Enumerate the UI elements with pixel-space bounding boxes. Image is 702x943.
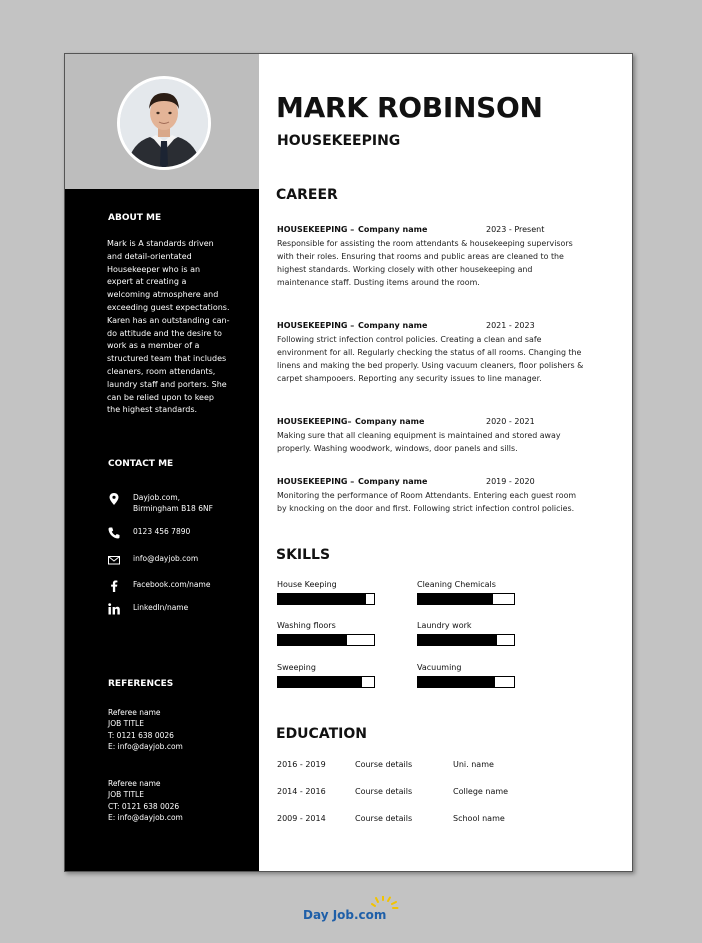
phone-text: 0123 456 7890 [133, 527, 191, 536]
referee-phone: CT: 0121 638 0026 [108, 801, 180, 811]
job-entry [277, 225, 607, 289]
reference-1 [108, 707, 183, 752]
skill-label: Washing floors [277, 621, 336, 630]
job-role: HOUSEKEEPING – [277, 321, 355, 330]
job-line: with their roles. Ensuring that rooms and public areas are cleaned to the [277, 252, 564, 261]
envelope-icon [107, 553, 121, 567]
job-dates: 2023 - Present [486, 225, 545, 234]
skill-item [417, 621, 517, 646]
skill-bar-fill [418, 677, 495, 687]
job-line: Making sure that all cleaning equipment is maintained and stored away [277, 431, 561, 440]
job-company: Company name [358, 477, 428, 486]
skill-label: House Keeping [277, 580, 337, 589]
job-role: HOUSEKEEPING– [277, 417, 352, 426]
job-entry [277, 417, 607, 455]
sun-rays-icon [371, 896, 399, 912]
avatar [117, 76, 211, 170]
job-entry [277, 321, 607, 385]
education-years: 2014 - 2016 [277, 787, 326, 796]
phone-icon [107, 526, 121, 540]
job-description [277, 429, 607, 455]
job-company: Company name [358, 225, 428, 234]
location-pin-icon [107, 492, 121, 506]
facebook-icon [107, 579, 121, 593]
about-line: Mark is A standards driven [107, 239, 214, 248]
job-line: by knocking on the door and first. Following strict infection control policies. [277, 504, 575, 513]
candidate-title: HOUSEKEEPING [277, 133, 401, 149]
address-line-1: Dayjob.com, [133, 493, 181, 502]
facebook-text: Facebook.com/name [133, 580, 211, 589]
skill-bar-fill [278, 677, 362, 687]
skill-label: Cleaning Chemicals [417, 580, 496, 589]
skill-label: Laundry work [417, 621, 472, 630]
job-description [277, 237, 607, 289]
about-line: Housekeeper who is an [107, 264, 201, 274]
main-content [259, 54, 632, 871]
about-line: the highest standards. [107, 405, 198, 415]
referee-title: JOB TITLE [108, 790, 144, 800]
education-years: 2016 - 2019 [277, 760, 326, 769]
about-text [107, 238, 230, 417]
about-line: and detail-orientated [107, 251, 192, 261]
education-school: Uni. name [453, 760, 494, 769]
job-line: linens and making the bed properly. Using vacuum cleaners, floor polishers & [277, 361, 584, 370]
contact-heading: CONTACT ME [108, 459, 174, 469]
job-role: HOUSEKEEPING – [277, 225, 355, 234]
referee-email: E: info@dayjob.com [108, 741, 183, 751]
job-dates: 2019 - 2020 [486, 477, 535, 486]
job-line: Monitoring the performance of Room Attendants. Entering each guest room [277, 491, 577, 500]
skill-item [417, 580, 517, 605]
skill-label: Sweeping [277, 663, 316, 672]
about-line: Karen has an outstanding can- [107, 315, 230, 325]
about-line: do attitude and the desire to [107, 328, 222, 338]
dayjob-logo [303, 908, 386, 922]
job-dates: 2021 - 2023 [486, 321, 535, 330]
photo-band [65, 54, 259, 189]
resume-page [64, 53, 633, 872]
skill-bar-fill [418, 635, 497, 645]
about-line: structured team that includes [107, 354, 227, 364]
reference-2 [108, 778, 183, 823]
email-text: info@dayjob.com [133, 554, 199, 563]
career-heading: CAREER [276, 187, 338, 203]
about-line: cleaners, room attendants, [107, 366, 216, 376]
education-heading: EDUCATION [276, 726, 367, 742]
job-line: carpet shampooers. Reporting any security issues to line manager. [277, 374, 542, 383]
linkedin-icon [107, 602, 121, 616]
skill-item [277, 580, 377, 605]
skill-item [277, 663, 377, 688]
education-course: Course details [355, 814, 413, 823]
portrait-image [120, 79, 208, 167]
job-line: Responsible for assisting the room attendants & housekeeping supervisors [277, 239, 573, 248]
job-dates: 2020 - 2021 [486, 417, 535, 426]
about-line: can be relied upon to keep [107, 392, 214, 402]
skill-item [277, 621, 377, 646]
about-line: expert at creating a [107, 277, 187, 287]
job-line: highest standards. Working closely with other housekeeping and [277, 265, 533, 274]
skills-heading: SKILLS [276, 547, 331, 563]
address-line-2: Birmingham B18 6NF [133, 504, 213, 513]
job-line: Following strict infection control policies. Creating a clean and safe [277, 335, 542, 344]
about-line: exceeding guest expectations. [107, 302, 230, 312]
skill-bar-fill [418, 594, 493, 604]
contact-email [107, 553, 257, 577]
skill-label: Vacuuming [417, 663, 462, 672]
education-course: Course details [355, 760, 413, 769]
referee-phone: T: 0121 638 0026 [108, 730, 174, 740]
skill-bar-fill [278, 594, 366, 604]
contact-phone [107, 526, 257, 550]
contact-facebook [107, 579, 257, 603]
linkedin-text: LinkedIn/name [133, 603, 189, 612]
sidebar [65, 54, 259, 871]
skill-bar [277, 593, 375, 605]
references-heading: REFERENCES [108, 679, 174, 689]
about-line: welcoming atmosphere and [107, 290, 219, 300]
education-row [277, 760, 607, 772]
job-line: maintenance staff. Dusting items around the room. [277, 278, 480, 287]
referee-email: E: info@dayjob.com [108, 812, 183, 822]
job-company: Company name [358, 321, 428, 330]
job-line: properly. Washing woodwork, windows, door panels and sills. [277, 444, 518, 453]
about-heading: ABOUT ME [108, 213, 162, 223]
skill-item [417, 663, 517, 688]
referee-name: Referee name [108, 708, 161, 717]
job-description [277, 333, 607, 385]
skill-bar [417, 676, 515, 688]
job-description [277, 489, 607, 515]
education-course: Course details [355, 787, 413, 796]
education-school: College name [453, 787, 509, 796]
contact-address [107, 492, 257, 516]
job-role: HOUSEKEEPING – [277, 477, 355, 486]
job-entry [277, 477, 607, 515]
skill-bar [417, 593, 515, 605]
logo-text: Day Job.com [303, 908, 387, 922]
education-school: School name [453, 814, 505, 823]
referee-title: JOB TITLE [108, 719, 144, 729]
skill-bar [417, 634, 515, 646]
contact-linkedin [107, 602, 257, 626]
referee-name: Referee name [108, 779, 161, 788]
skill-bar [277, 676, 375, 688]
education-row [277, 787, 607, 799]
skill-bar [277, 634, 375, 646]
education-row [277, 814, 607, 826]
job-company: Company name [355, 417, 425, 426]
skill-bar-fill [278, 635, 347, 645]
job-line: environment for all. Regularly checking the status of all rooms. Changing the [277, 348, 582, 357]
about-line: laundry staff and porters. She [107, 379, 227, 389]
education-years: 2009 - 2014 [277, 814, 326, 823]
about-line: work as a member of a [107, 341, 200, 351]
candidate-name: MARK ROBINSON [276, 91, 543, 124]
